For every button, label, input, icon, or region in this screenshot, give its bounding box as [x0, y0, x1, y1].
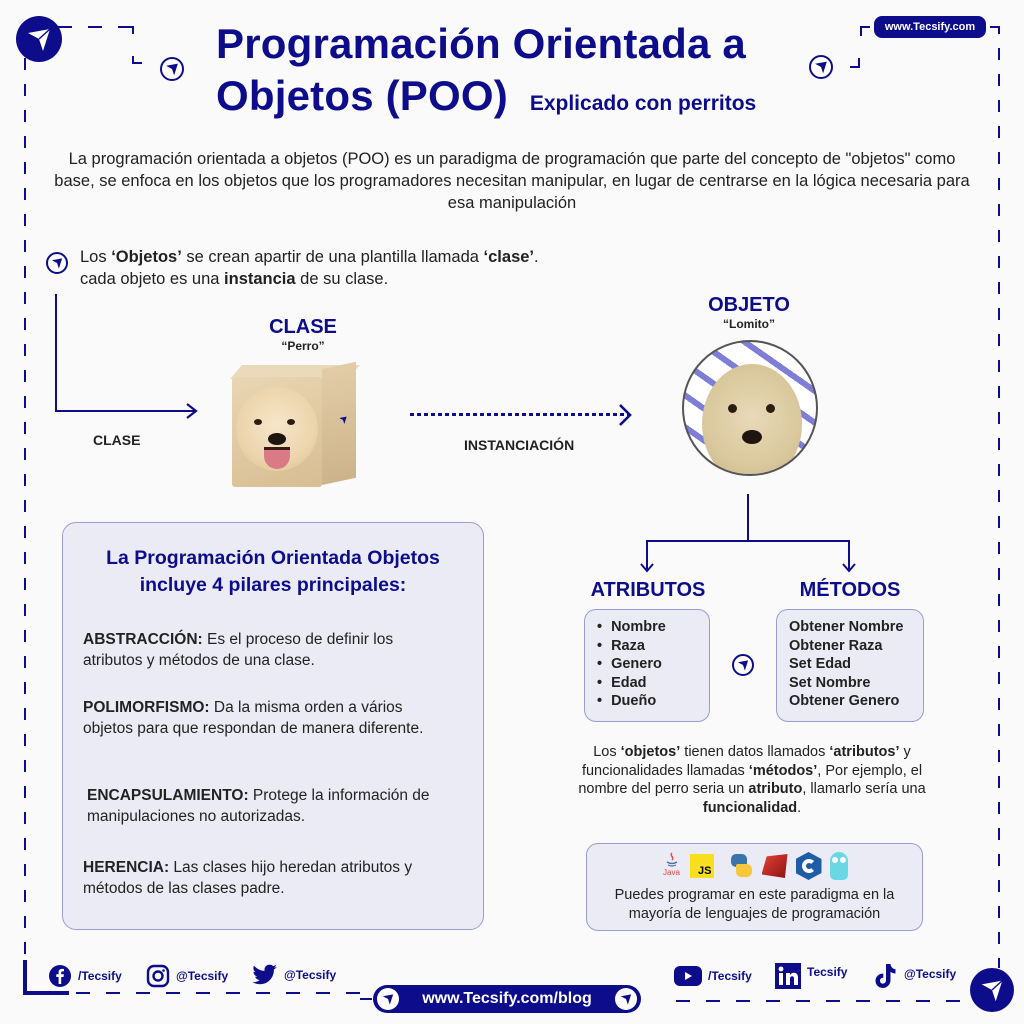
object-dog-photo: [682, 340, 818, 476]
lead-text: se crean apartir de una plantilla llamada: [181, 248, 484, 266]
frame-bottom-left-corner: [23, 960, 27, 994]
blog-link-button[interactable]: [373, 985, 641, 1013]
methods-list: [789, 618, 911, 711]
lead-paragraph: [80, 246, 560, 290]
frame-corner: [850, 66, 860, 68]
tecsify-bullet-logo-icon: [46, 252, 68, 274]
languages-box: [586, 843, 923, 931]
explain-text: , Por ejemplo, el nombre del perro seria un: [578, 762, 923, 797]
facebook-link[interactable]: [48, 964, 122, 988]
pillar-name: HERENCIA:: [83, 859, 170, 876]
class-name: “Perro”: [281, 339, 325, 353]
lead-text: Los: [80, 248, 112, 266]
frame-bottom-left-corner: [23, 991, 69, 995]
tiktok-link[interactable]: [874, 962, 956, 990]
js-label: JS: [698, 865, 712, 877]
object-name: “Lomito”: [723, 317, 775, 331]
attributes-title: ATRIBUTOS: [590, 579, 706, 601]
class-arrow-label: CLASE: [93, 432, 141, 448]
dog-nose: [742, 430, 762, 444]
linkedin-link[interactable]: [775, 963, 847, 989]
arrow-right-icon: [184, 402, 200, 420]
method-item: Obtener Genero: [789, 693, 900, 710]
pillar-name: ABSTRACCIÓN:: [83, 631, 203, 648]
tecsify-mini-logo-icon: [338, 415, 348, 425]
attribute-item: • Dueño: [597, 692, 697, 711]
arrow-right-icon: [616, 402, 634, 428]
explain-bold: ‘objetos’: [620, 744, 681, 760]
frame-bottom-right-dash: [676, 1000, 966, 1002]
class-heading: [250, 316, 356, 353]
methods-list-box: [776, 609, 924, 722]
pillar-desc: Las clases hijo heredan atributos y métodos de las clases padre.: [83, 859, 413, 897]
tree-line: [747, 494, 749, 542]
methods-title: MÉTODOS: [799, 579, 901, 601]
explain-text: .: [797, 799, 802, 816]
pillar-name: ENCAPSULAMIENTO:: [87, 787, 249, 804]
dog-eye: [728, 404, 737, 413]
dog-nose: [268, 433, 286, 445]
explain-bold: atributo: [748, 781, 803, 797]
pillar-desc: Protege la información de manipulaciones no autorizadas.: [87, 787, 430, 825]
dog-face: [702, 364, 802, 476]
twitter-handle: @Tecsify: [284, 968, 337, 982]
pillar-abstraction: [83, 629, 433, 671]
instantiation-dotted-line: [410, 413, 628, 416]
class-title: CLASE: [269, 316, 337, 338]
attributes-list: [597, 618, 697, 711]
explain-bold: ‘métodos’: [748, 762, 818, 779]
page-title: [216, 18, 816, 130]
tecsify-logo-icon: [970, 968, 1014, 1012]
subtitle: Explicado con perritos: [529, 92, 757, 115]
tiktok-handle: @Tecsify: [904, 967, 957, 981]
instagram-link[interactable]: [146, 964, 228, 988]
arrow-down-icon: [841, 562, 857, 574]
frame-corner: [860, 26, 870, 28]
instantiation-label: INSTANCIACIÓN: [464, 437, 575, 453]
go-gopher-icon: [830, 852, 848, 880]
pillar-name: POLIMORFISMO:: [83, 699, 210, 716]
title-line-2: [216, 70, 816, 130]
lead-bold: ‘Objetos’: [111, 248, 182, 266]
frame-top-left-dash: [58, 26, 128, 28]
twitter-icon: [252, 964, 278, 986]
pillar-desc: Da la misma orden a vários objetos para que respondan de manera diferente.: [83, 699, 424, 737]
tecsify-logo-icon: [16, 16, 62, 62]
attribute-item: • Raza: [597, 637, 697, 656]
lead-bold: instancia: [224, 270, 296, 288]
tecsify-small-logo-icon: [160, 57, 184, 81]
linkedin-icon: [775, 963, 801, 989]
tree-line: [646, 540, 850, 542]
java-icon: [662, 852, 682, 880]
frame-corner: [998, 26, 1000, 34]
pillar-desc: Es el proceso de definir los atributos y métodos de una clase.: [83, 631, 394, 669]
method-item: Set Nombre: [789, 674, 871, 691]
dog-eye: [254, 419, 262, 425]
method-item: Set Edad: [789, 656, 852, 673]
dog-eye: [766, 404, 775, 413]
explain-text: y funcionalidades llamadas: [581, 744, 911, 779]
attribute-item: • Genero: [597, 655, 697, 674]
tecsify-logo-icon: [615, 988, 637, 1010]
lead-bold: ‘clase’: [483, 248, 535, 266]
explain-text: tienen datos llamados: [680, 744, 830, 760]
instagram-handle: @Tecsify: [176, 969, 229, 983]
pillar-encapsulation: [87, 785, 457, 827]
pillars-title-line-1: La Programación Orientada Objetos: [106, 547, 440, 569]
tiktok-icon: [874, 962, 898, 990]
youtube-handle: /Tecsify: [708, 969, 752, 983]
twitter-link[interactable]: [252, 964, 336, 986]
frame-bottom-left-dash: [76, 992, 366, 994]
languages-text: Puedes programar en este paradigma en la mayoría de lenguajes de programación: [614, 887, 895, 922]
language-icons: [587, 852, 922, 880]
frame-left-dash: [24, 58, 26, 958]
title-line-1: Programación Orientada a: [216, 20, 746, 67]
connector-line: [55, 294, 57, 412]
java-label: Java: [663, 868, 680, 877]
linkedin-handle: Tecsify: [807, 965, 848, 979]
explain-text: , llamarlo sería una: [802, 781, 926, 797]
pillars-title: [63, 545, 483, 599]
website-badge[interactable]: www.Tecsify.com: [874, 16, 986, 38]
class-dog-cube-image: [232, 365, 360, 490]
frame-corner: [132, 62, 142, 64]
python-icon: [728, 853, 754, 879]
frame-right-dash: [998, 48, 1000, 968]
attribute-item: • Nombre: [597, 618, 697, 637]
pillars-title-line-2: incluye 4 pilares principales:: [139, 574, 407, 596]
pillars-box: [62, 522, 484, 930]
method-item: Obtener Nombre: [789, 619, 904, 635]
csharp-icon: [796, 852, 822, 880]
ruby-icon: [762, 854, 788, 878]
dog-eye: [287, 419, 295, 425]
arrow-down-icon: [639, 562, 655, 574]
lead-text: de su clase.: [295, 270, 389, 288]
instagram-icon: [146, 964, 170, 988]
attribute-item: • Edad: [597, 674, 697, 693]
objects-explanation: [574, 743, 930, 817]
object-title: OBJETO: [708, 294, 790, 316]
pillar-polymorphism: [83, 697, 453, 739]
youtube-link[interactable]: [674, 966, 752, 986]
frame-corner: [132, 26, 134, 34]
lead-text: . cada objeto es una: [80, 248, 539, 288]
tecsify-small-logo-icon: [732, 654, 754, 676]
intro-paragraph: La programación orientada a objetos (POO) es un paradigma de programación que parte del concepto de "objetos" como base, se enfoca en los objetos que los programadores necesitan manipular, en lugar de centrarse en la lógica necesaria para esa manipulación: [54, 150, 970, 212]
explain-bold: funcionalidad: [702, 799, 798, 816]
blog-url: www.Tecsify.com/blog: [422, 990, 592, 1007]
tecsify-logo-icon: [377, 988, 399, 1010]
object-heading: [696, 294, 802, 331]
title-line-2-text: Objetos (POO): [216, 72, 508, 119]
cube-front-face: [232, 377, 322, 487]
facebook-icon: [48, 964, 72, 988]
javascript-icon: [690, 854, 714, 878]
youtube-icon: [674, 966, 702, 986]
explain-text: Los: [593, 744, 621, 760]
attributes-list-box: [584, 609, 710, 722]
facebook-handle: /Tecsify: [78, 969, 122, 983]
explain-bold: ‘atributos’: [829, 744, 900, 760]
connector-line: [55, 410, 195, 412]
frame-connector: [360, 998, 372, 1000]
method-item: Obtener Raza: [789, 637, 883, 654]
pillar-inheritance: [83, 857, 463, 899]
